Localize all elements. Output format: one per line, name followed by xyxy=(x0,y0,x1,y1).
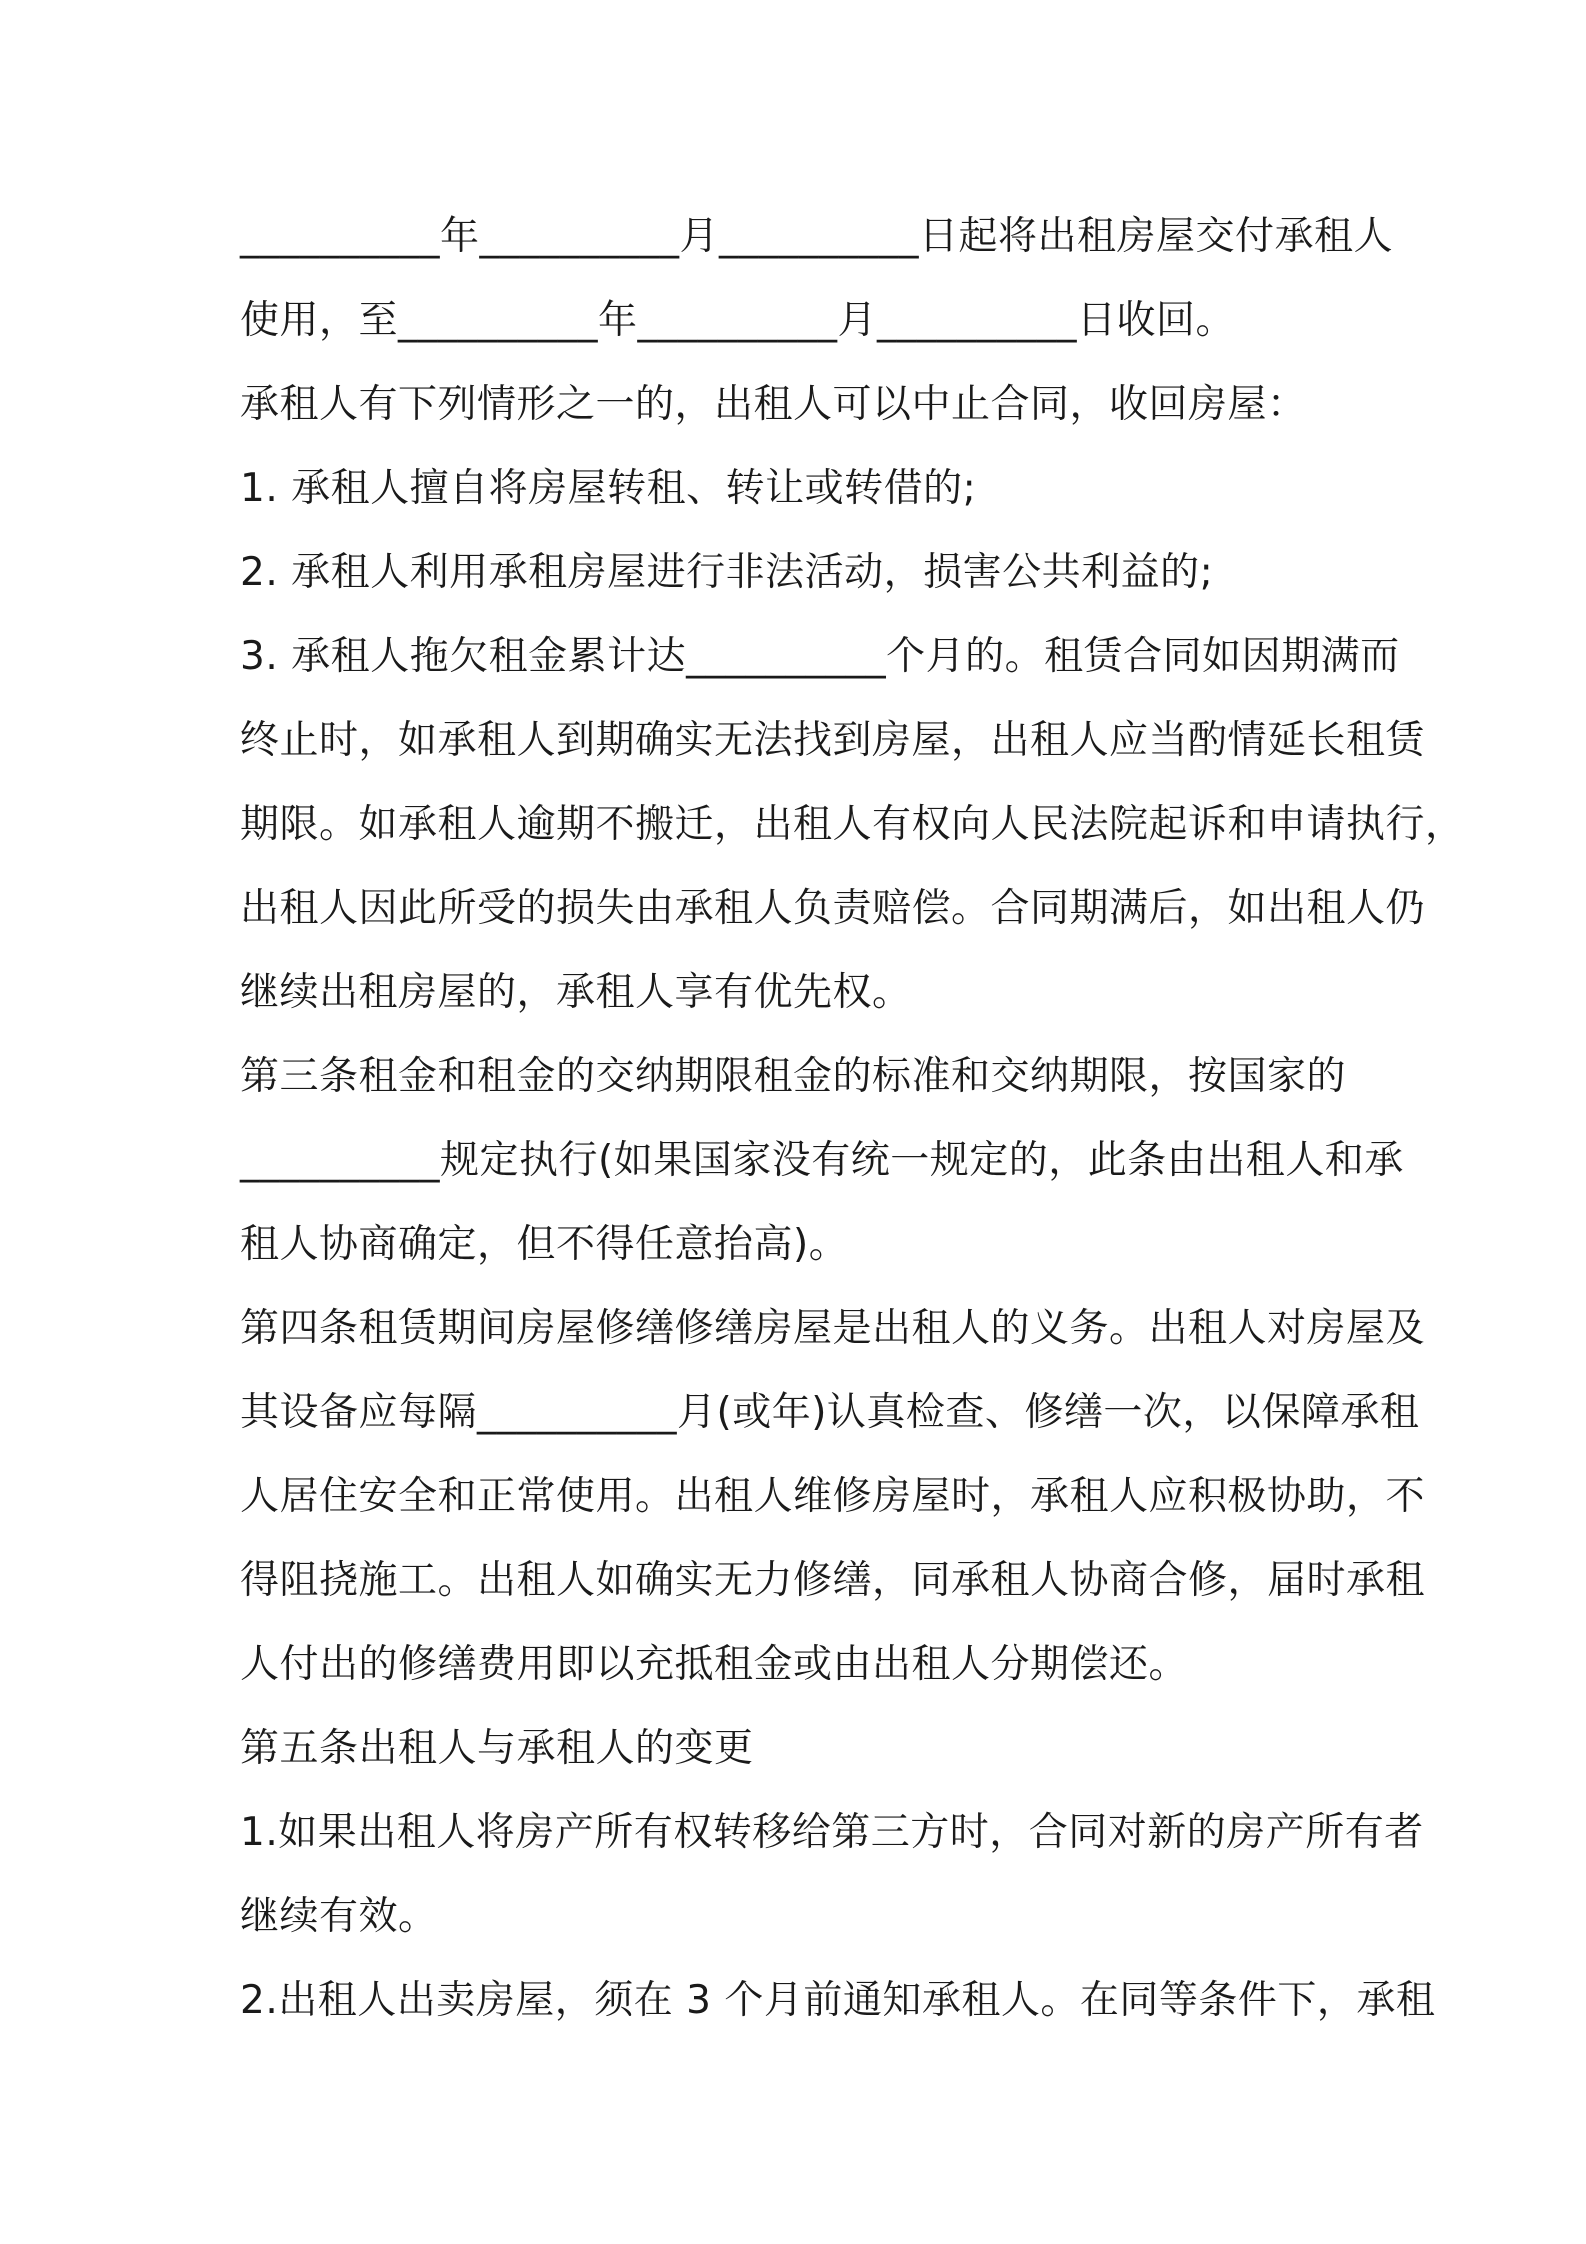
text-line: 租人协商确定，但不得任意抬高)。 xyxy=(240,1222,849,1267)
text-line: 得阻挠施工。出租人如确实无力修缮，同承租人协商合修，届时承租 xyxy=(240,1558,1426,1603)
text-line: 期限。如承租人逾期不搬迁，出租人有权向人民法院起诉和申请执行， xyxy=(240,802,1465,847)
text-line: 使用，至__________年__________月__________日收回。 xyxy=(240,298,1236,343)
text-line: 第五条出租人与承租人的变更 xyxy=(240,1726,754,1771)
text-line: 人居住安全和正常使用。出租人维修房屋时，承租人应积极协助，不 xyxy=(240,1474,1426,1519)
text-line: 继续有效。 xyxy=(240,1894,438,1939)
document-body xyxy=(240,195,1465,2043)
text-line: __________年__________月__________日起将出租房屋交付承租人 xyxy=(240,214,1394,259)
text-line: 人付出的修缮费用即以充抵租金或由出租人分期偿还。 xyxy=(240,1642,1189,1687)
text-line: 1.如果出租人将房产所有权转移给第三方时，合同对新的房产所有者 xyxy=(240,1810,1424,1855)
text-line: 终止时，如承租人到期确实无法找到房屋，出租人应当酌情延长租赁 xyxy=(240,718,1426,763)
text-line: 2.出租人出卖房屋，须在 3 个月前通知承租人。在同等条件下，承租 xyxy=(240,1978,1436,2023)
text-line: 2. 承租人利用承租房屋进行非法活动，损害公共利益的; xyxy=(240,550,1214,595)
text-line: 1. 承租人擅自将房屋转租、转让或转借的; xyxy=(240,466,977,511)
text-line: 第三条租金和租金的交纳期限租金的标准和交纳期限，按国家的 xyxy=(240,1054,1347,1099)
text-line: 第四条租赁期间房屋修缮修缮房屋是出租人的义务。出租人对房屋及 xyxy=(240,1306,1426,1351)
text-line: 出租人因此所受的损失由承租人负责赔偿。合同期满后，如出租人仍 xyxy=(240,886,1426,931)
text-line: 继续出租房屋的，承租人享有优先权。 xyxy=(240,970,912,1015)
text-line: 承租人有下列情形之一的，出租人可以中止合同，收回房屋： xyxy=(240,382,1307,427)
text-line: __________规定执行(如果国家没有统一规定的，此条由出租人和承 xyxy=(240,1138,1404,1183)
text-line: 其设备应每隔__________月(或年)认真检查、修缮一次，以保障承租 xyxy=(240,1390,1420,1435)
text-line: 3. 承租人拖欠租金累计达__________个月的。租赁合同如因期满而 xyxy=(240,634,1400,679)
